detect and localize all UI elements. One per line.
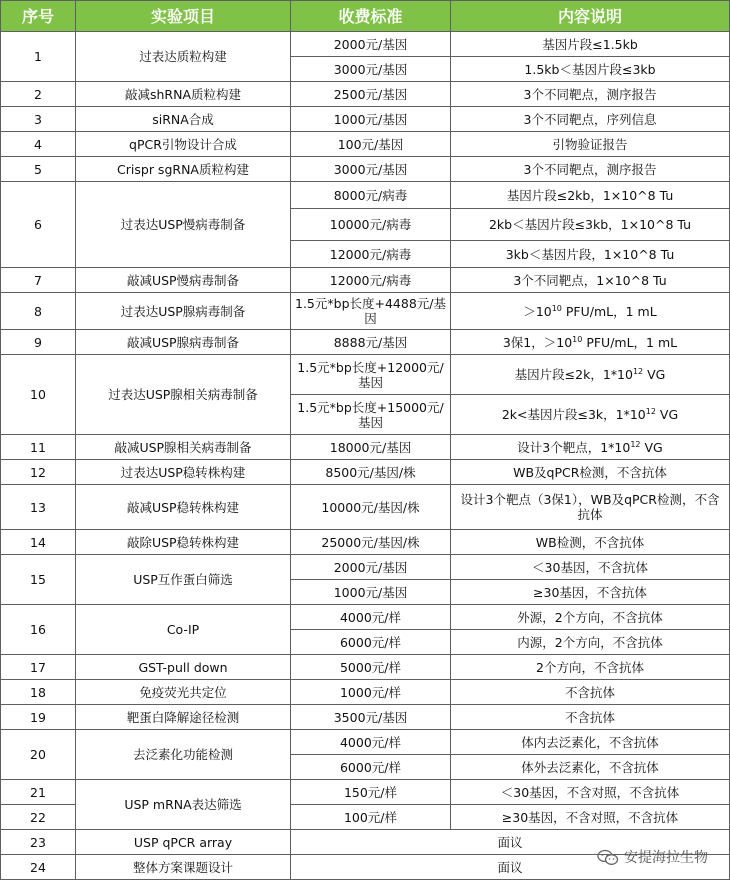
row-desc: 内源，2个方向，不含抗体 [451, 630, 730, 655]
desc-unit: VG [640, 439, 663, 455]
row-number: 22 [1, 805, 76, 830]
row-price: 25000元/基因/株 [291, 530, 451, 555]
table-row [1, 132, 730, 157]
table-body [1, 32, 730, 880]
row-price: 1000元/基因 [291, 107, 451, 132]
header-no: 序号 [1, 1, 76, 32]
row-desc: 3个不同靶点，测序报告 [451, 82, 730, 107]
row-desc [451, 330, 730, 355]
row-desc: ≥30基因，不含对照，不含抗体 [451, 805, 730, 830]
table-row [1, 355, 730, 395]
table-row [1, 730, 730, 755]
row-price: 3500元/基因 [291, 705, 451, 730]
row-number: 11 [1, 435, 76, 460]
row-number: 14 [1, 530, 76, 555]
row-price: 2500元/基因 [291, 82, 451, 107]
row-item: 敲减USP腺病毒制备 [76, 330, 291, 355]
table-row [1, 182, 730, 209]
table-row [1, 780, 730, 805]
table-row [1, 605, 730, 630]
row-number: 8 [1, 293, 76, 330]
row-item: USP qPCR array [76, 830, 291, 855]
row-item: 敲减USP稳转株构建 [76, 485, 291, 530]
row-desc: 面议 [291, 855, 730, 880]
row-price: 8888元/基因 [291, 330, 451, 355]
row-number: 2 [1, 82, 76, 107]
desc-text: ＞10 [523, 303, 552, 319]
table-row [1, 107, 730, 132]
table-row [1, 485, 730, 530]
row-number: 17 [1, 655, 76, 680]
row-item: 敲减shRNA质粒构建 [76, 82, 291, 107]
row-desc: 1.5kb＜基因片段≤3kb [451, 57, 730, 82]
desc-text: 3保1，＞10 [502, 334, 573, 350]
row-desc: 体内去泛素化，不含抗体 [451, 730, 730, 755]
row-item: 过表达USP腺相关病毒制备 [76, 355, 291, 435]
desc-exponent: 12 [645, 407, 656, 416]
row-price: 4000元/样 [291, 605, 451, 630]
watermark [597, 847, 708, 867]
table-row [1, 82, 730, 107]
row-number: 9 [1, 330, 76, 355]
row-desc: 面议 [291, 830, 730, 855]
desc-exponent: 10 [551, 303, 562, 313]
row-number: 1 [1, 32, 76, 82]
row-item: 靶蛋白降解途径检测 [76, 705, 291, 730]
row-number: 16 [1, 605, 76, 655]
desc-exponent: 12 [630, 439, 641, 449]
desc-unit: VG [655, 407, 679, 422]
desc-exponent: 12 [632, 367, 644, 376]
table-header-row [1, 1, 730, 32]
row-number: 7 [1, 268, 76, 293]
row-item: 整体方案课题设计 [76, 855, 291, 880]
row-number: 5 [1, 157, 76, 182]
row-item: USP mRNA表达筛选 [76, 780, 291, 830]
row-price: 4000元/样 [291, 730, 451, 755]
row-number: 24 [1, 855, 76, 880]
row-price: 2000元/基因 [291, 555, 451, 580]
table-row [1, 330, 730, 355]
row-desc [451, 293, 730, 330]
row-desc: WB及qPCR检测，不含抗体 [451, 460, 730, 485]
row-number: 10 [1, 355, 76, 435]
row-desc: 体外去泛素化，不含抗体 [451, 755, 730, 780]
row-item: 去泛素化功能检测 [76, 730, 291, 780]
row-desc: ≥30基因，不含抗体 [451, 580, 730, 605]
row-desc: 基因片段≤2kb，1×10^8 Tu [451, 182, 730, 209]
row-desc [451, 435, 730, 460]
row-item: 过表达USP腺病毒制备 [76, 293, 291, 330]
row-item: 免疫荧光共定位 [76, 680, 291, 705]
row-price: 6000元/样 [291, 755, 451, 780]
table-row [1, 655, 730, 680]
row-price: 1.5元*bp长度+15000元/基因 [291, 395, 451, 435]
row-number: 3 [1, 107, 76, 132]
row-number: 23 [1, 830, 76, 855]
row-number: 15 [1, 555, 76, 605]
header-desc: 内容说明 [451, 1, 730, 32]
desc-unit: PFU/mL，1 mL [582, 334, 678, 350]
header-price: 收费标准 [291, 1, 451, 32]
row-price: 18000元/基因 [291, 435, 451, 460]
row-desc: ＜30基因，不含抗体 [451, 555, 730, 580]
table-row [1, 555, 730, 580]
row-number: 4 [1, 132, 76, 157]
desc-exponent: 10 [572, 334, 583, 344]
row-price: 6000元/样 [291, 630, 451, 655]
row-number: 20 [1, 730, 76, 780]
row-price: 100元/样 [291, 805, 451, 830]
row-desc [451, 395, 730, 435]
row-desc: WB检测，不含抗体 [451, 530, 730, 555]
row-price: 1000元/基因 [291, 580, 451, 605]
table-row [1, 32, 730, 57]
row-price: 8500元/基因/株 [291, 460, 451, 485]
row-price: 100元/基因 [291, 132, 451, 157]
row-price: 10000元/病毒 [291, 209, 451, 241]
row-item: 敲减USP慢病毒制备 [76, 268, 291, 293]
row-desc: 基因片段≤1.5kb [451, 32, 730, 57]
row-desc: ＜30基因，不含对照，不含抗体 [451, 780, 730, 805]
table-row [1, 530, 730, 555]
row-desc: 2kb＜基因片段≤3kb，1×10^8 Tu [451, 209, 730, 241]
row-number: 18 [1, 680, 76, 705]
row-item: 过表达USP稳转株构建 [76, 460, 291, 485]
row-desc: 引物验证报告 [451, 132, 730, 157]
table-row [1, 705, 730, 730]
desc-text: 设计3个靶点，1*10 [517, 439, 631, 455]
row-desc: 2个方向，不含抗体 [451, 655, 730, 680]
desc-unit: PFU/mL，1 mL [561, 303, 657, 319]
row-number: 6 [1, 182, 76, 268]
row-price: 12000元/病毒 [291, 268, 451, 293]
desc-text: 2k<基因片段≤3k，1*10 [501, 407, 646, 422]
row-number: 21 [1, 780, 76, 805]
row-price: 3000元/基因 [291, 57, 451, 82]
row-desc: 3个不同靶点，测序报告 [451, 157, 730, 182]
row-price: 2000元/基因 [291, 32, 451, 57]
row-item: 敲减USP腺相关病毒制备 [76, 435, 291, 460]
table-row [1, 293, 730, 330]
row-desc: 3个不同靶点，1×10^8 Tu [451, 268, 730, 293]
row-price: 1.5元*bp长度+12000元/基因 [291, 355, 451, 395]
row-price: 1000元/样 [291, 680, 451, 705]
row-item: qPCR引物设计合成 [76, 132, 291, 157]
row-price: 10000元/基因/株 [291, 485, 451, 530]
row-item: 过表达质粒构建 [76, 32, 291, 82]
row-desc: 不含抗体 [451, 705, 730, 730]
row-desc: 设计3个靶点（3保1），WB及qPCR检测，不含抗体 [451, 485, 730, 530]
row-item: 敲除USP稳转株构建 [76, 530, 291, 555]
row-item: 过表达USP慢病毒制备 [76, 182, 291, 268]
row-number: 13 [1, 485, 76, 530]
row-price: 12000元/病毒 [291, 241, 451, 268]
row-number: 12 [1, 460, 76, 485]
table-row [1, 435, 730, 460]
row-price: 150元/样 [291, 780, 451, 805]
watermark-text: 安提海拉生物 [624, 850, 708, 866]
table-row [1, 268, 730, 293]
row-number: 19 [1, 705, 76, 730]
row-item: Crispr sgRNA质粒构建 [76, 157, 291, 182]
row-desc [451, 355, 730, 395]
row-item: siRNA合成 [76, 107, 291, 132]
row-item: GST-pull down [76, 655, 291, 680]
header-item: 实验项目 [76, 1, 291, 32]
desc-unit: VG [643, 367, 666, 382]
desc-text: 基因片段≤2k，1*10 [514, 367, 633, 382]
table-row [1, 680, 730, 705]
row-desc: 3kb＜基因片段，1×10^8 Tu [451, 241, 730, 268]
row-desc: 不含抗体 [451, 680, 730, 705]
row-desc: 外源，2个方向，不含抗体 [451, 605, 730, 630]
row-price: 5000元/样 [291, 655, 451, 680]
wechat-icon [597, 849, 619, 866]
row-item: USP互作蛋白筛选 [76, 555, 291, 605]
row-price: 8000元/病毒 [291, 182, 451, 209]
row-price: 1.5元*bp长度+4488元/基因 [291, 293, 451, 330]
row-item: Co-IP [76, 605, 291, 655]
table-row [1, 460, 730, 485]
row-price: 3000元/基因 [291, 157, 451, 182]
row-desc: 3个不同靶点，序列信息 [451, 107, 730, 132]
table-row [1, 157, 730, 182]
